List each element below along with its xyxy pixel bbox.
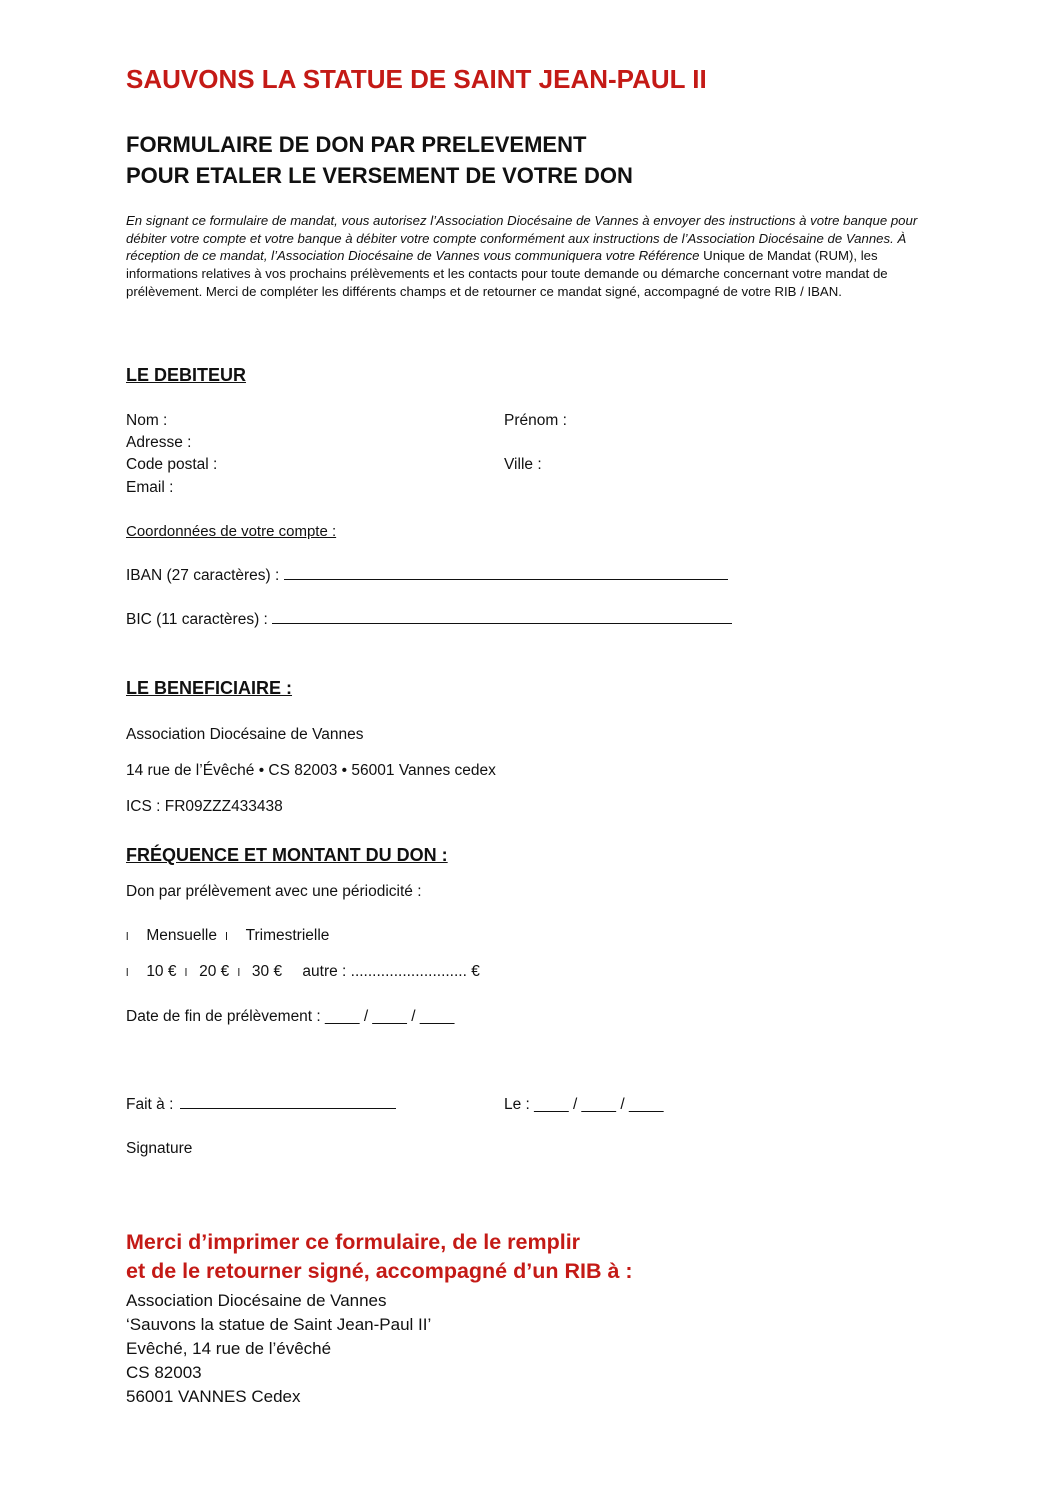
amount-10-label: 10 € xyxy=(146,963,177,980)
intro-normal-text: Unique de Mandat (RUM), les informations relatives à vos prochains prélèvements et les contacts pour toute demande ou démarche concernant votre mandat de prélèvement. Merci de compléter les différents champs et de retourner ce mandat signé, accompagné de votre RIB / IBAN. xyxy=(126,248,888,299)
email-label[interactable]: Email : xyxy=(126,479,174,496)
trimestrielle-label: Trimestrielle xyxy=(245,927,330,944)
beneficiaire-address: 14 rue de l’Évêché • CS 82003 • 56001 Vannes cedex xyxy=(126,762,496,779)
amount-20-label: 20 € xyxy=(199,963,230,980)
ville-label[interactable]: Ville : xyxy=(504,456,542,473)
fait-a-label: Fait à : xyxy=(126,1096,174,1113)
beneficiaire-name: Association Diocésaine de Vannes xyxy=(126,726,364,743)
section-heading-frequence: FRÉQUENCE ET MONTANT DU DON : xyxy=(126,845,448,865)
section-heading-beneficiaire: LE BENEFICIAIRE : xyxy=(126,678,293,698)
beneficiaire-ics: ICS : FR09ZZZ433438 xyxy=(126,798,283,815)
mensuelle-label: Mensuelle xyxy=(146,927,217,944)
fait-a-input-line[interactable] xyxy=(180,1096,396,1109)
bic-row xyxy=(126,611,732,629)
intro-italic-text: En signant ce formulaire de mandat, vous autorisez l’Association Diocésaine de Vannes à envoyer des instructions à votre banque pour débiter votre compte et votre banque à débiter votre compte conformément aux instructions de l’Association Diocésaine de Vannes. À réception de ce mandat, l’Association Diocésaine de Vannes vous communiquera votre Référence xyxy=(126,213,918,264)
code-postal-label[interactable]: Code postal : xyxy=(126,456,218,473)
amount-30-label: 30 € xyxy=(251,963,283,980)
checkbox-10[interactable]: l xyxy=(126,967,129,979)
adresse-label[interactable]: Adresse : xyxy=(126,434,192,451)
address-line-2: ‘Sauvons la statue de Saint Jean-Paul II’ xyxy=(126,1315,432,1334)
subtitle-line-1: FORMULAIRE DE DON PAR PRELEVEMENT xyxy=(126,132,587,157)
section-heading-debiteur: LE DEBITEUR xyxy=(126,365,247,385)
fait-a-row xyxy=(126,1096,396,1114)
merci-line-2: et de le retourner signé, accompagné d’un RIB à : xyxy=(126,1259,633,1283)
checkbox-trimestrielle[interactable]: l xyxy=(225,931,228,943)
iban-row xyxy=(126,567,728,585)
merci-line-1: Merci d’imprimer ce formulaire, de le remplir xyxy=(126,1230,581,1254)
periodicite-text: Don par prélèvement avec une périodicité : xyxy=(126,883,422,900)
address-line-1: Association Diocésaine de Vannes xyxy=(126,1291,387,1310)
montant-options xyxy=(126,963,480,981)
le-date-field[interactable]: Le : ____ / ____ / ____ xyxy=(504,1096,664,1113)
autre-amount-field[interactable]: autre : ........................... € xyxy=(302,963,480,980)
checkbox-30[interactable]: l xyxy=(237,967,241,979)
checkbox-mensuelle[interactable]: l xyxy=(126,931,129,943)
bic-label: BIC (11 caractères) : xyxy=(126,611,268,628)
prenom-label[interactable]: Prénom : xyxy=(504,412,567,429)
address-line-4: CS 82003 xyxy=(126,1363,202,1382)
iban-label: IBAN (27 caractères) : xyxy=(126,567,280,584)
page-title: SAUVONS LA STATUE DE SAINT JEAN-PAUL II xyxy=(126,64,707,94)
merci-message xyxy=(126,1228,633,1286)
subtitle-line-2: POUR ETALER LE VERSEMENT DE VOTRE DON xyxy=(126,163,633,188)
checkbox-20[interactable]: l xyxy=(184,967,188,979)
return-address xyxy=(126,1289,431,1409)
address-line-3: Evêché, 14 rue de l’évêché xyxy=(126,1339,332,1358)
bic-input-line[interactable] xyxy=(272,611,732,624)
coordonnees-heading: Coordonnées de votre compte : xyxy=(126,523,337,540)
intro-paragraph xyxy=(126,212,936,301)
signature-label: Signature xyxy=(126,1140,193,1157)
form-subtitle xyxy=(126,129,633,191)
date-fin-field[interactable]: Date de fin de prélèvement : ____ / ____ / ____ xyxy=(126,1008,455,1025)
periodicite-options xyxy=(126,927,329,945)
iban-input-line[interactable] xyxy=(284,567,728,580)
nom-label[interactable]: Nom : xyxy=(126,412,168,429)
address-line-5: 56001 VANNES Cedex xyxy=(126,1387,301,1406)
